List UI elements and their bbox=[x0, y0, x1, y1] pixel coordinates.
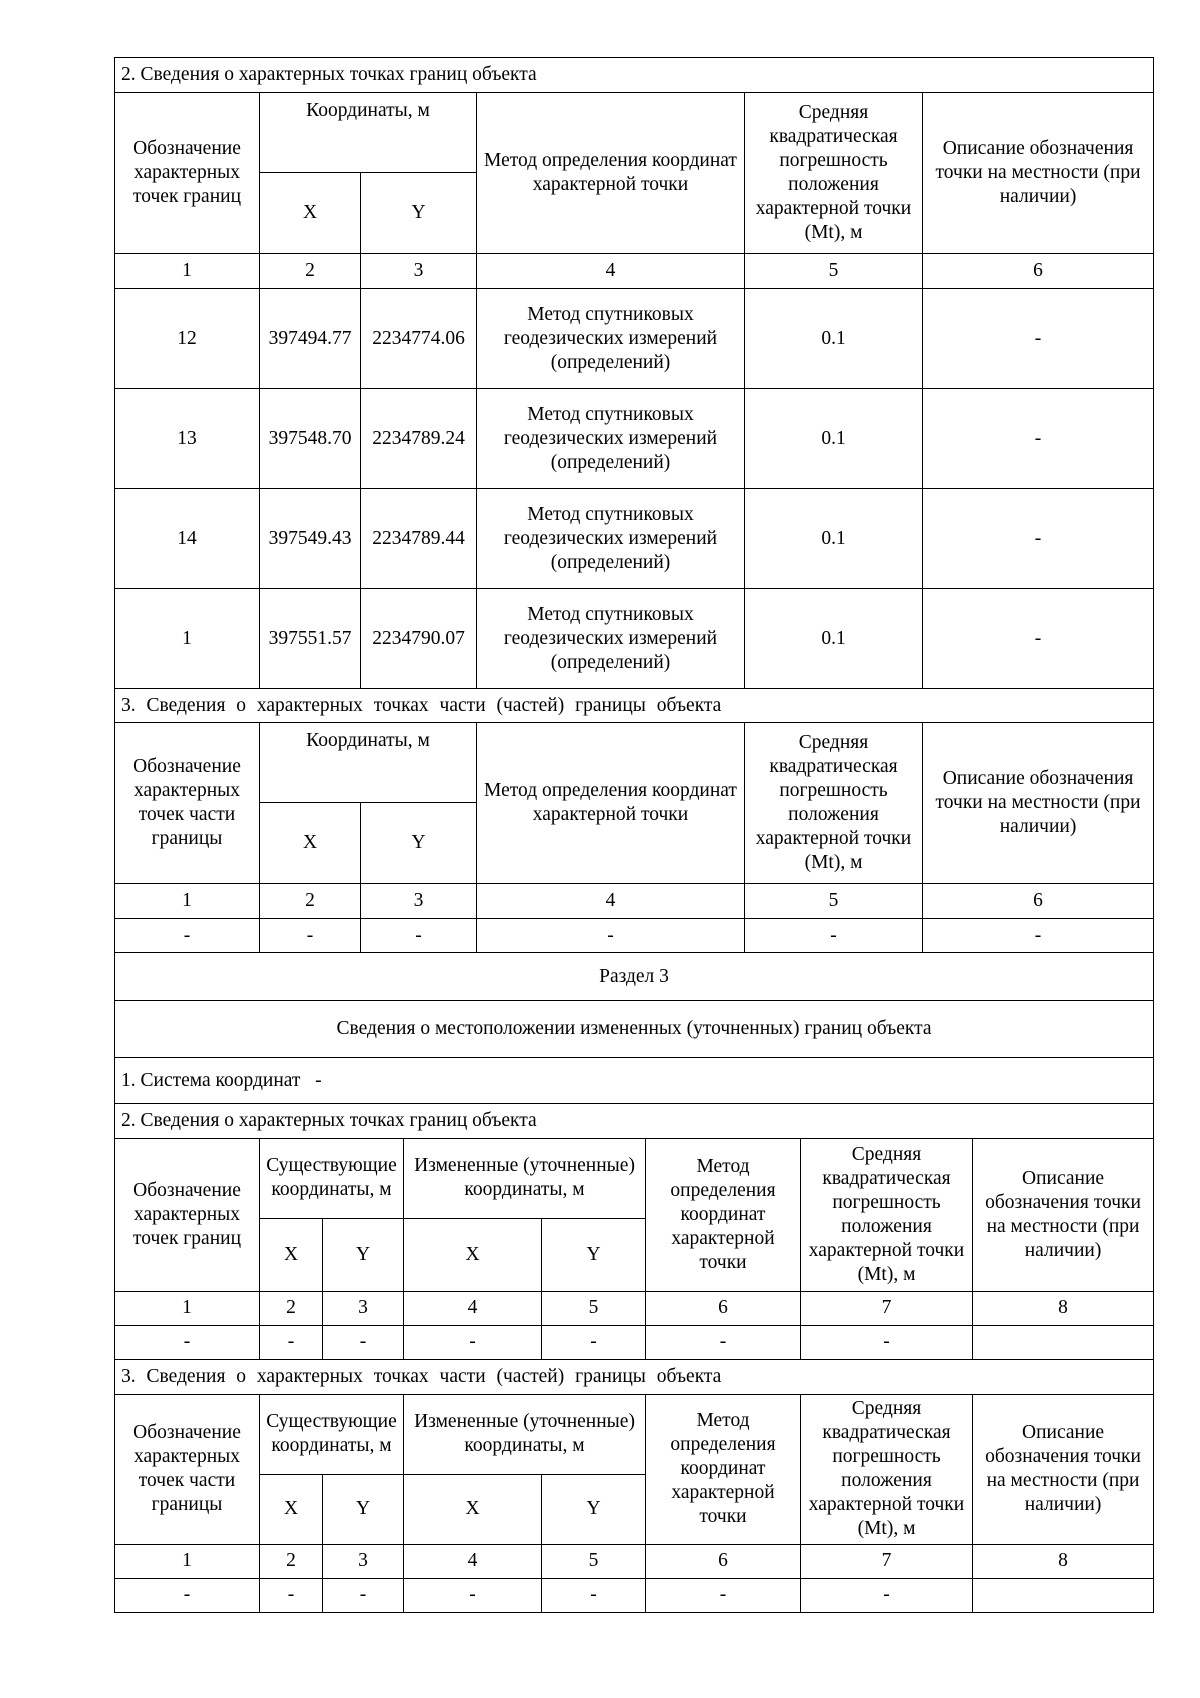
header-existing-coords: Существующие координаты, м bbox=[260, 1138, 404, 1218]
mt-value: 0.1 bbox=[745, 389, 923, 489]
header-coords: Координаты, м bbox=[260, 723, 477, 803]
col-number: 3 bbox=[323, 1291, 404, 1325]
point-id: 14 bbox=[115, 489, 260, 589]
empty-cell: - bbox=[542, 1578, 646, 1612]
col-number: 6 bbox=[646, 1291, 801, 1325]
empty-cell bbox=[973, 1325, 1154, 1359]
header-existing-coords: Существующие координаты, м bbox=[260, 1394, 404, 1474]
col-number: 4 bbox=[477, 254, 745, 289]
col-number: 1 bbox=[115, 884, 260, 919]
empty-cell: - bbox=[361, 919, 477, 953]
header-y: Y bbox=[542, 1474, 646, 1544]
description: - bbox=[923, 489, 1154, 589]
section-title: 2. Сведения о характерных точках границ объекта bbox=[115, 1103, 1154, 1138]
empty-cell: - bbox=[323, 1578, 404, 1612]
coord-y: 2234774.06 bbox=[361, 289, 477, 389]
header-y: Y bbox=[323, 1218, 404, 1291]
header-designation: Обозначение характерных точек части границы bbox=[115, 723, 260, 884]
header-x: X bbox=[260, 803, 361, 884]
boundary-points-table bbox=[114, 57, 1154, 1104]
header-x: X bbox=[260, 173, 361, 254]
header-y: Y bbox=[323, 1474, 404, 1544]
col-number: 6 bbox=[923, 254, 1154, 289]
point-id: 1 bbox=[115, 589, 260, 689]
description: - bbox=[923, 289, 1154, 389]
header-x: X bbox=[260, 1218, 323, 1291]
col-number: 2 bbox=[260, 254, 361, 289]
table-row bbox=[115, 1578, 1154, 1612]
empty-cell: - bbox=[404, 1325, 542, 1359]
point-id: 12 bbox=[115, 289, 260, 389]
col-number: 4 bbox=[404, 1291, 542, 1325]
empty-cell: - bbox=[323, 1325, 404, 1359]
col-number: 8 bbox=[973, 1544, 1154, 1578]
header-x: X bbox=[404, 1218, 542, 1291]
empty-cell: - bbox=[477, 919, 745, 953]
mt-value: 0.1 bbox=[745, 489, 923, 589]
column-numbers-row bbox=[115, 1544, 1154, 1578]
col-number: 5 bbox=[542, 1291, 646, 1325]
col-number: 5 bbox=[542, 1544, 646, 1578]
header-y: Y bbox=[542, 1218, 646, 1291]
col-number: 2 bbox=[260, 1291, 323, 1325]
coord-x: 397494.77 bbox=[260, 289, 361, 389]
razdel-title: Раздел 3 bbox=[115, 953, 1154, 1001]
header-changed-coords: Измененные (уточненные) координаты, м bbox=[404, 1138, 646, 1218]
col-number: 5 bbox=[745, 884, 923, 919]
header-description: Описание обозначения точки на местности (при наличии) bbox=[923, 723, 1154, 884]
empty-cell: - bbox=[646, 1578, 801, 1612]
col-number: 8 bbox=[973, 1291, 1154, 1325]
col-number: 3 bbox=[323, 1544, 404, 1578]
header-y: Y bbox=[361, 173, 477, 254]
razdel-subtitle: Сведения о местоположении измененных (уточненных) границ объекта bbox=[115, 1001, 1154, 1058]
empty-cell: - bbox=[542, 1325, 646, 1359]
coord-y: 2234790.07 bbox=[361, 589, 477, 689]
empty-cell: - bbox=[801, 1578, 973, 1612]
header-method: Метод определения координат характерной точки bbox=[646, 1394, 801, 1544]
header-designation: Обозначение характерных точек части границы bbox=[115, 1394, 260, 1544]
point-id: 13 bbox=[115, 389, 260, 489]
col-number: 4 bbox=[477, 884, 745, 919]
mt-value: 0.1 bbox=[745, 289, 923, 389]
col-number: 7 bbox=[801, 1544, 973, 1578]
coord-x: 397551.57 bbox=[260, 589, 361, 689]
table-row bbox=[115, 589, 1154, 689]
col-number: 4 bbox=[404, 1544, 542, 1578]
header-error: Средняя квадратическая погрешность положения характерной точки (Mt), м bbox=[745, 723, 923, 884]
method: Метод спутниковых геодезических измерений (определений) bbox=[477, 589, 745, 689]
header-description: Описание обозначения точки на местности (при наличии) bbox=[973, 1138, 1154, 1291]
header-description: Описание обозначения точки на местности (при наличии) bbox=[923, 93, 1154, 254]
header-changed-coords: Измененные (уточненные) координаты, м bbox=[404, 1394, 646, 1474]
col-number: 1 bbox=[115, 254, 260, 289]
coord-x: 397548.70 bbox=[260, 389, 361, 489]
empty-cell: - bbox=[260, 1325, 323, 1359]
column-numbers-row bbox=[115, 1291, 1154, 1325]
header-y: Y bbox=[361, 803, 477, 884]
header-description: Описание обозначения точки на местности (при наличии) bbox=[973, 1394, 1154, 1544]
mt-value: 0.1 bbox=[745, 589, 923, 689]
header-method: Метод определения координат характерной точки bbox=[477, 723, 745, 884]
changed-boundary-points-table bbox=[114, 1103, 1154, 1613]
header-designation: Обозначение характерных точек границ bbox=[115, 93, 260, 254]
coord-system: 1. Система координат - bbox=[115, 1058, 1154, 1104]
col-number: 2 bbox=[260, 1544, 323, 1578]
header-x: X bbox=[260, 1474, 323, 1544]
method: Метод спутниковых геодезических измерений (определений) bbox=[477, 289, 745, 389]
method: Метод спутниковых геодезических измерений (определений) bbox=[477, 489, 745, 589]
column-numbers-row bbox=[115, 884, 1154, 919]
section-title: 3. Сведения о характерных точках части (частей) границы объекта bbox=[115, 689, 1154, 723]
col-number: 7 bbox=[801, 1291, 973, 1325]
empty-cell: - bbox=[923, 919, 1154, 953]
document-page bbox=[114, 57, 1153, 1613]
section-title: 2. Сведения о характерных точках границ объекта bbox=[115, 58, 1154, 93]
col-number: 1 bbox=[115, 1291, 260, 1325]
empty-cell: - bbox=[115, 919, 260, 953]
col-number: 6 bbox=[646, 1544, 801, 1578]
header-method: Метод определения координат характерной точки bbox=[646, 1138, 801, 1291]
header-error: Средняя квадратическая погрешность положения характерной точки (Mt), м bbox=[801, 1138, 973, 1291]
col-number: 3 bbox=[361, 884, 477, 919]
coord-x: 397549.43 bbox=[260, 489, 361, 589]
empty-cell: - bbox=[646, 1325, 801, 1359]
table-row bbox=[115, 919, 1154, 953]
header-coords: Координаты, м bbox=[260, 93, 477, 173]
coord-y: 2234789.24 bbox=[361, 389, 477, 489]
description: - bbox=[923, 589, 1154, 689]
method: Метод спутниковых геодезических измерений (определений) bbox=[477, 389, 745, 489]
description: - bbox=[923, 389, 1154, 489]
col-number: 5 bbox=[745, 254, 923, 289]
empty-cell bbox=[973, 1578, 1154, 1612]
empty-cell: - bbox=[260, 1578, 323, 1612]
empty-cell: - bbox=[801, 1325, 973, 1359]
table-row bbox=[115, 1325, 1154, 1359]
table-row bbox=[115, 289, 1154, 389]
header-x: X bbox=[404, 1474, 542, 1544]
empty-cell: - bbox=[260, 919, 361, 953]
empty-cell: - bbox=[115, 1578, 260, 1612]
table-row bbox=[115, 389, 1154, 489]
coord-y: 2234789.44 bbox=[361, 489, 477, 589]
header-error: Средняя квадратическая погрешность положения характерной точки (Mt), м bbox=[745, 93, 923, 254]
table-row bbox=[115, 489, 1154, 589]
header-designation: Обозначение характерных точек границ bbox=[115, 1138, 260, 1291]
col-number: 3 bbox=[361, 254, 477, 289]
empty-cell: - bbox=[404, 1578, 542, 1612]
header-method: Метод определения координат характерной точки bbox=[477, 93, 745, 254]
col-number: 1 bbox=[115, 1544, 260, 1578]
header-error: Средняя квадратическая погрешность положения характерной точки (Mt), м bbox=[801, 1394, 973, 1544]
col-number: 2 bbox=[260, 884, 361, 919]
col-number: 6 bbox=[923, 884, 1154, 919]
empty-cell: - bbox=[745, 919, 923, 953]
section-title: 3. Сведения о характерных точках части (частей) границы объекта bbox=[115, 1359, 1154, 1394]
empty-cell: - bbox=[115, 1325, 260, 1359]
column-numbers-row bbox=[115, 254, 1154, 289]
